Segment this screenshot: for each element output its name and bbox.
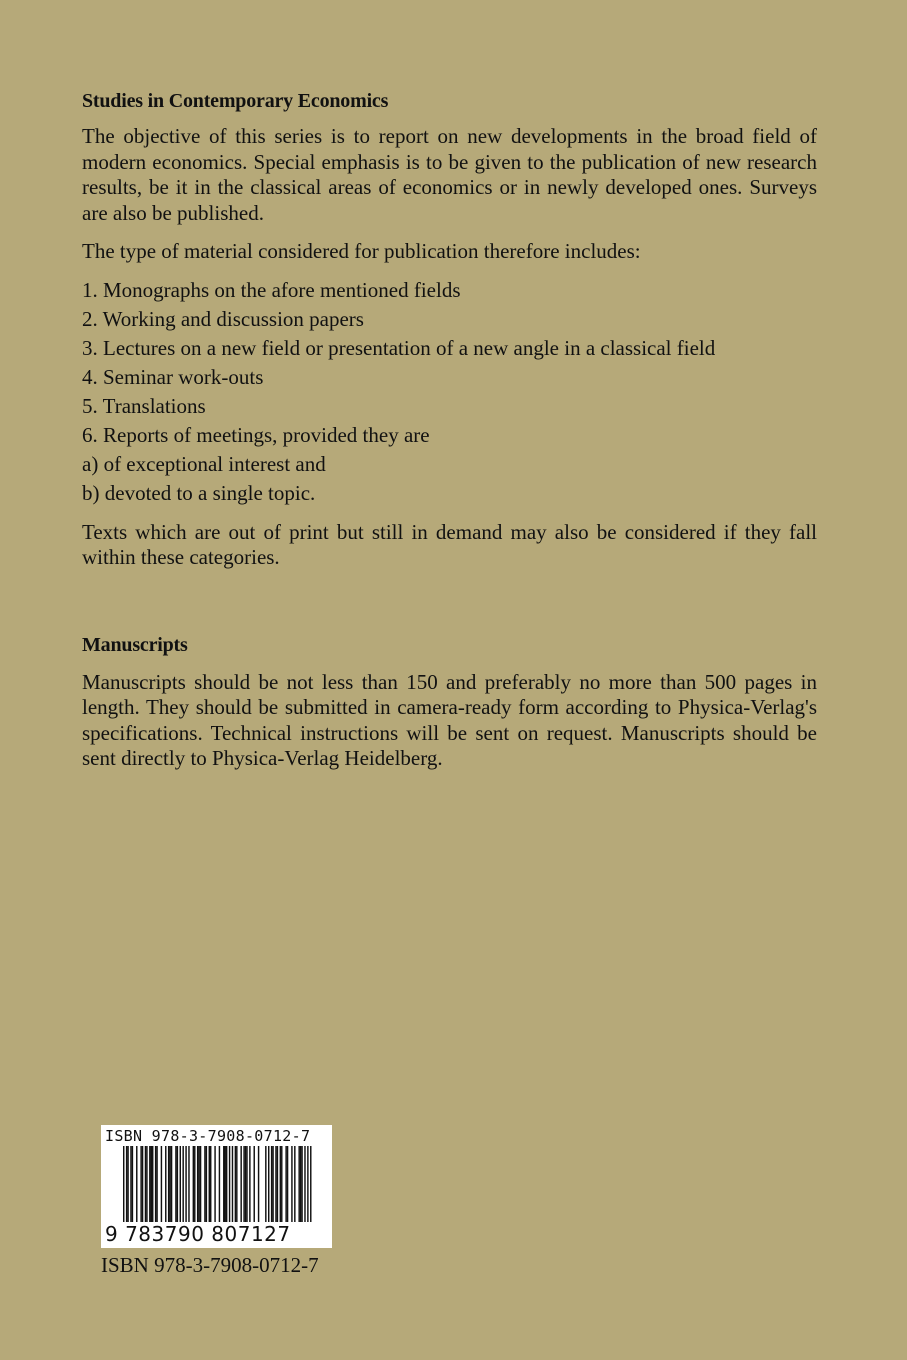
barcode-bar (287, 1146, 288, 1222)
barcode-bar (165, 1146, 166, 1222)
barcode-bar (126, 1146, 127, 1222)
barcode-bar (294, 1146, 295, 1222)
barcode-bar (194, 1146, 195, 1222)
barcode-bar (182, 1146, 183, 1222)
isbn-number: ISBN 978-3-7908-0712-7 (101, 1253, 319, 1277)
barcode-bar (177, 1146, 178, 1222)
barcode-bar (127, 1146, 128, 1222)
list-item: 1. Monographs on the afore mentioned fields (82, 277, 461, 302)
barcode-bar (258, 1146, 259, 1222)
barcode-bar (219, 1146, 220, 1222)
barcode-bar (310, 1146, 311, 1222)
barcode-bar (232, 1146, 233, 1222)
barcode-bar (235, 1146, 236, 1222)
barcode-bar (291, 1146, 292, 1222)
barcode-bar (156, 1146, 157, 1222)
barcode-bar (214, 1146, 215, 1222)
material-list (82, 276, 817, 508)
barcode-top-label: ISBN 978-3-7908-0712-7 (105, 1127, 311, 1145)
barcode-bar (130, 1146, 131, 1222)
barcode-bar (249, 1146, 250, 1222)
barcode-bar (254, 1146, 255, 1222)
series-heading: Studies in Contemporary Economics (82, 90, 389, 112)
barcode-bar (210, 1146, 211, 1222)
barcode-bar (298, 1146, 299, 1222)
closing-text: Texts which are out of print but still in demand may also be considered if they fall within these categories. (82, 519, 817, 569)
barcode-bar (285, 1146, 286, 1222)
barcode-bar (300, 1146, 301, 1222)
list-item: 4. Seminar work-outs (82, 364, 264, 389)
barcode-bar (277, 1146, 278, 1222)
barcode-bar (301, 1146, 302, 1222)
barcode-bar (225, 1146, 226, 1222)
barcode-bar (168, 1146, 169, 1222)
barcode-bar (240, 1146, 241, 1222)
barcode-bar (226, 1146, 227, 1222)
manuscripts-heading: Manuscripts (82, 633, 188, 656)
barcode-bar (265, 1146, 266, 1222)
barcode-bar (175, 1146, 176, 1222)
barcode-bar (185, 1146, 186, 1222)
list-item: 3. Lectures on a new field or presentation of a new angle in a classical field (82, 335, 716, 360)
list-subitem: b) devoted to a single topic. (82, 480, 316, 505)
barcode-bar (123, 1146, 124, 1222)
barcode-bar (304, 1146, 305, 1222)
list-item: 2. Working and discussion papers (82, 306, 364, 331)
barcode-bar (275, 1146, 276, 1222)
barcode-bar (161, 1146, 162, 1222)
barcode-bar (188, 1146, 189, 1222)
barcode-bar (280, 1146, 281, 1222)
list-subitem: a) of exceptional interest and (82, 451, 326, 476)
barcode-bar (151, 1146, 152, 1222)
barcode-bar (180, 1146, 181, 1222)
barcode-bar (171, 1146, 172, 1222)
barcode-bar (223, 1146, 224, 1222)
manuscripts-text: Manuscripts should be not less than 150 and preferably no more than 500 pages in length. They should be submitted in camera-ready form according to Physica-Verlag's specifications. Technical instructions will be sent on request. Manuscripts should be sent directly to Physica-Verlag Heidelberg. (82, 669, 817, 770)
barcode (101, 1125, 332, 1248)
barcode-bar (140, 1146, 141, 1222)
barcode-bar (245, 1146, 246, 1222)
back-cover-text (82, 88, 817, 785)
barcode-bar (142, 1146, 143, 1222)
barcode-bar (152, 1146, 153, 1222)
barcode-bar (204, 1146, 205, 1222)
barcode-bar (272, 1146, 273, 1222)
barcode-bar (307, 1146, 308, 1222)
barcode-bar (146, 1146, 147, 1222)
barcode-bar (206, 1146, 207, 1222)
barcode-bar (149, 1146, 150, 1222)
list-item: 6. Reports of meetings, provided they are (82, 422, 430, 447)
barcode-bar (136, 1146, 137, 1222)
barcode-bar (236, 1146, 237, 1222)
barcode-bar (145, 1146, 146, 1222)
barcode-bar (193, 1146, 194, 1222)
barcode-bar (209, 1146, 210, 1222)
barcode-bar (229, 1146, 230, 1222)
barcode-bar (200, 1146, 201, 1222)
barcode-bar (198, 1146, 199, 1222)
barcode-digits: 9 783790 807127 (105, 1222, 291, 1246)
series-intro: The objective of this series is to report on new developments in the broad field of modern economics. Special emphasis is to be given to the publication of new research results, be it in the classical areas of economics or in newly developed ones. Surveys are also be published. (82, 124, 817, 225)
list-item: 5. Translations (82, 393, 206, 418)
barcode-bar (155, 1146, 156, 1222)
barcode-bar (197, 1146, 198, 1222)
barcode-bar (246, 1146, 247, 1222)
barcode-bar (268, 1146, 269, 1222)
barcode-bar (243, 1146, 244, 1222)
barcode-bar (281, 1146, 282, 1222)
barcode-bar (271, 1146, 272, 1222)
list-intro: The type of material considered for publication therefore includes: (82, 239, 641, 263)
barcode-bar (132, 1146, 133, 1222)
barcode-bar (169, 1146, 170, 1222)
